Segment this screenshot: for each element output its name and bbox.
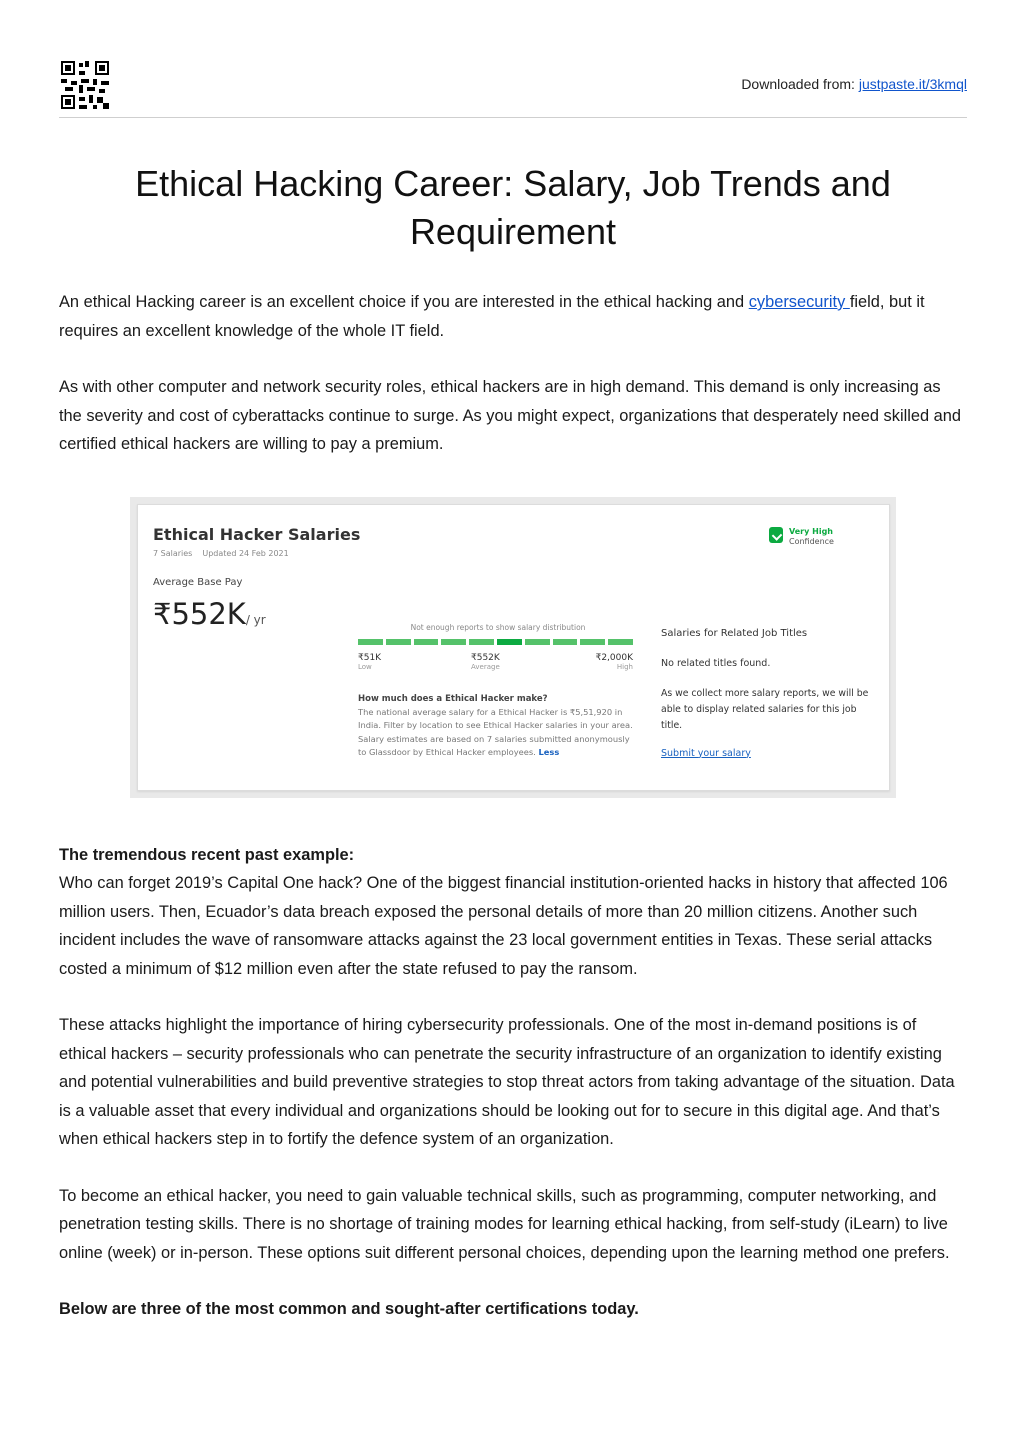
range-low [358, 653, 381, 671]
confidence-badge [769, 527, 834, 547]
distribution-segment [553, 639, 578, 645]
distribution-segment [469, 639, 494, 645]
paragraph-importance: These attacks highlight the importance of hiring cybersecurity professionals. One of the most in-demand positions is of ethical hackers – security professionals who can penetrate the security infrastructure of an organization to identify existing and potential vulnerabilities and build preventive strategies to stop threat actors from taking advantage of the situation. Data is a valuable asset that every individual and organizations should be looking out for to secure in this digital age. And that’s when ethical hackers step in to fortify the defence system of an organization. [59, 1016, 955, 1148]
high-value: ₹2,000K [595, 652, 633, 663]
average-pay-value [153, 597, 266, 631]
distribution-note: Not enough reports to show salary distribution [410, 622, 586, 632]
example-heading: The tremendous recent past example: [59, 845, 355, 864]
range-average [471, 653, 500, 671]
low-value: ₹51K [358, 652, 382, 663]
intro-text: An ethical Hacking career is an excellent choice if you are interested in the ethical hacking and [59, 293, 749, 311]
less-link[interactable]: Less [538, 747, 560, 757]
example-text: Who can forget 2019’s Capital One hack? One of the biggest financial institution-oriented hacks in history that affected 106 million users. Then, Ecuador’s data breach exposed the personal details of more than 20 million citizens. Another such incident includes the wave of ransomware attacks against the 23 local government entities in Texas. These serial attacks costed a minimum of $12 million even after the state refused to pay the ransom. [59, 874, 948, 978]
salary-card-title: Ethical Hacker Salaries [153, 524, 361, 544]
salaries-count: 7 Salaries [153, 548, 193, 558]
qr-code-icon [61, 61, 109, 109]
range-high [591, 653, 633, 671]
average-pay-amount: ₹552K [153, 596, 246, 631]
related-titles-note: As we collect more salary reports, we will be able to display related salaries for this job title. [661, 687, 869, 731]
page [59, 0, 967, 1324]
average-range-value: ₹552K [471, 652, 500, 663]
paragraph-skills: To become an ethical hacker, you need to gain valuable technical skills, such as programming, computer networking, and penetration testing skills. There is no shortage of training modes for learning ethical hacking, from self-study (iLearn) to live online (week) or in-person. These options suit different personal choices, depending upon the learning method one prefers. [59, 1186, 950, 1262]
salary-card [137, 504, 890, 791]
cybersecurity-link[interactable]: cybersecurity [748, 293, 850, 311]
salary-screenshot [130, 497, 896, 798]
average-range-label: Average [471, 662, 500, 671]
salary-question: How much does a Ethical Hacker make? [358, 693, 548, 704]
related-titles-heading: Salaries for Related Job Titles [661, 627, 808, 639]
confidence-shield-icon [769, 527, 783, 543]
salary-answer [358, 706, 633, 760]
distribution-segment-average [497, 639, 522, 645]
confidence-level: Very High [789, 526, 833, 536]
salary-answer-text: The national average salary for a Ethical Hacker is ₹5,51,920 in India. Filter by location to see Ethical Hacker salaries in your area. Salary estimates are based on 7 salaries submitted anonymously to Glassdoor by Ethical Hacker employees. [358, 706, 633, 757]
download-header [59, 0, 967, 118]
confidence-label: Confidence [789, 536, 834, 546]
high-label: High [616, 662, 633, 671]
download-source [741, 76, 967, 92]
paragraph-demand: As with other computer and network security roles, ethical hackers are in high demand. This demand is only increasing as the severity and cost of cyberattacks continue to surge. As you might expect, organizations that desperately need skilled and certified ethical hackers are willing to pay a premium. [59, 378, 962, 453]
average-pay-label: Average Base Pay [153, 576, 243, 588]
low-label: Low [358, 662, 372, 671]
distribution-segment [386, 639, 411, 645]
distribution-segment [441, 639, 466, 645]
salary-distribution-bar [358, 639, 633, 645]
updated-date: Updated 24 Feb 2021 [202, 548, 289, 558]
paragraph-intro [59, 288, 967, 345]
submit-salary-link[interactable]: Submit your salary [661, 747, 751, 759]
distribution-segment [414, 639, 439, 645]
distribution-segment [580, 639, 605, 645]
distribution-segment [358, 639, 383, 645]
distribution-segment [608, 639, 633, 645]
average-pay-unit: / yr [245, 612, 266, 627]
distribution-segment [525, 639, 550, 645]
salary-card-meta [153, 549, 299, 558]
paragraph-example [59, 841, 967, 984]
related-titles-empty: No related titles found. [661, 657, 771, 669]
source-link[interactable]: justpaste.it/3kmql [858, 76, 967, 92]
download-label: Downloaded from: [741, 76, 859, 92]
paragraph-certifications-intro: Below are three of the most common and sought-after certifications today. [59, 1300, 639, 1318]
article-title: Ethical Hacking Career: Salary, Job Trends and Requirement [135, 163, 891, 252]
intro-text-end: field, but it requires an excellent knowledge of the whole IT field. [59, 293, 925, 340]
